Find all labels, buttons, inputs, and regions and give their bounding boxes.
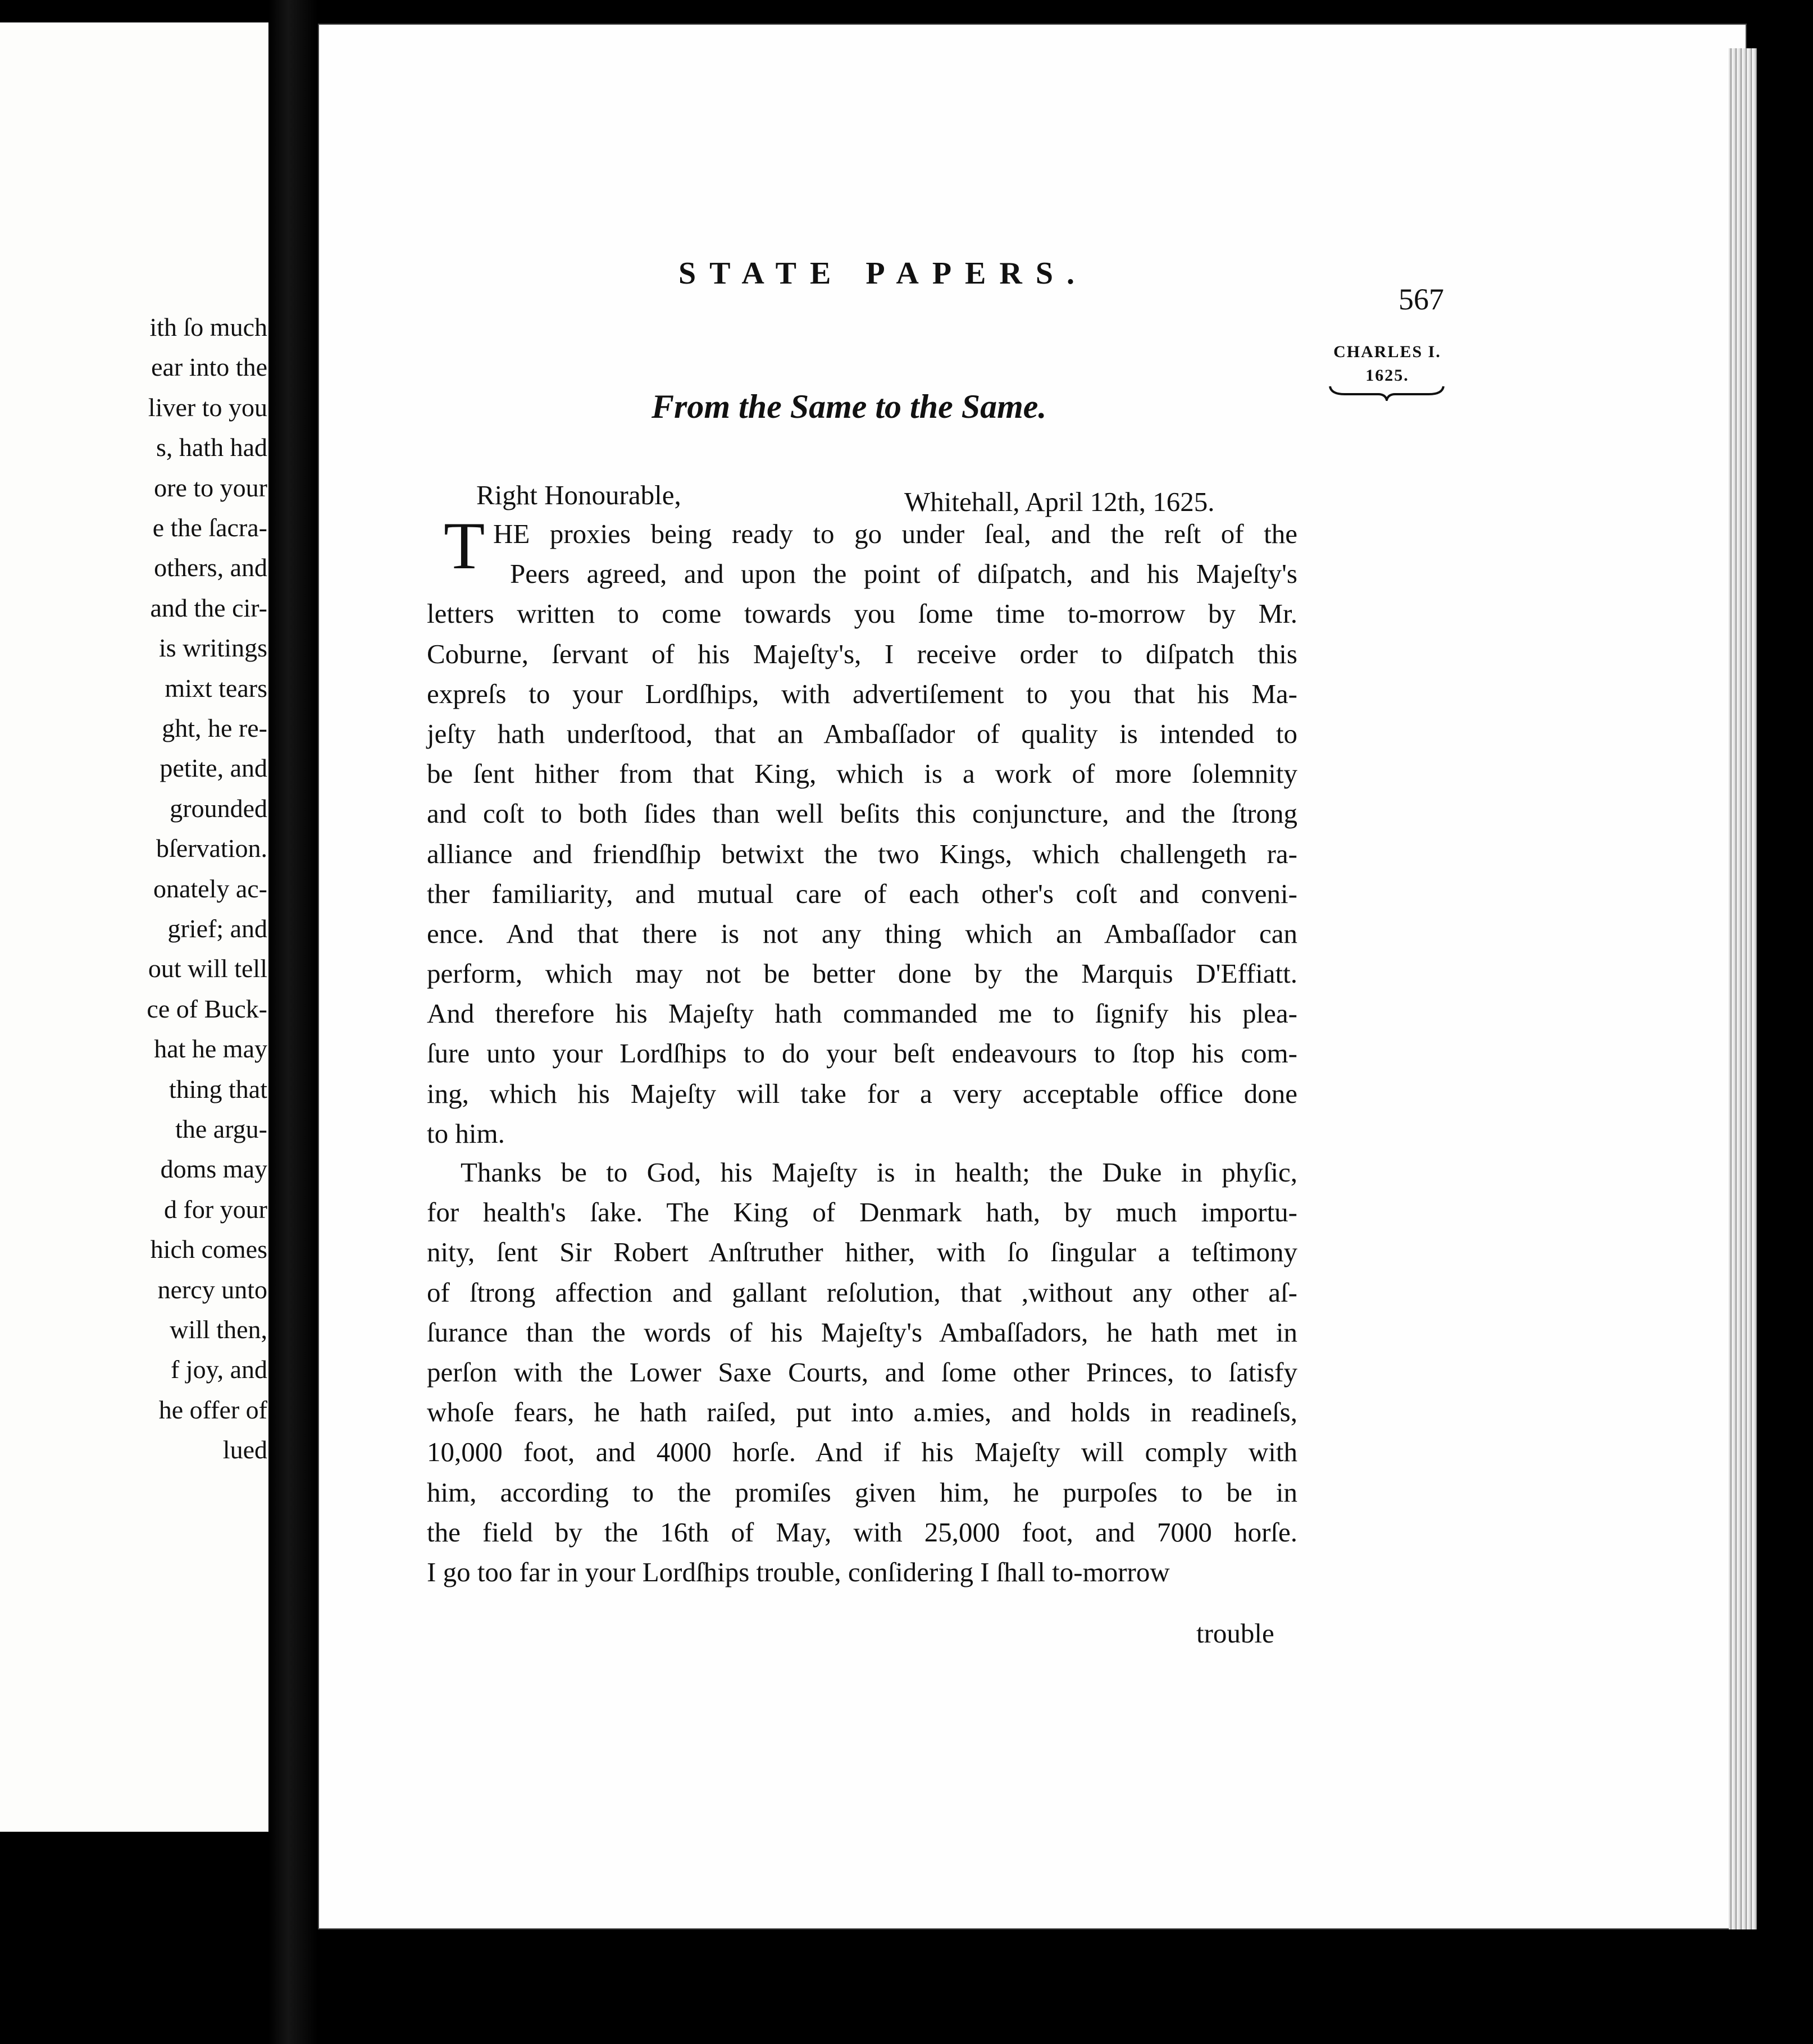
text-line: expreſs to your Lordſhips, with advertiſement to you that his Ma- [427,678,1297,709]
left-page-line: liver to you [148,393,267,422]
text-line: Coburne, ſervant of his Majeſty's, I receive order to diſpatch this [427,638,1297,669]
letter-title: From the Same to the Same. [652,388,1047,425]
left-page-line: is writings [159,633,267,663]
margin-note [1325,340,1449,387]
text-line: and coſt to both ſides than well beſits this conjuncture, and the ſtrong [427,798,1297,829]
left-facing-page [0,22,270,1832]
text-line: ſure unto your Lordſhips to do your beſt endeavours to ſtop his com- [427,1038,1297,1069]
brace-ornament [1328,384,1446,401]
text-line: nity, ſent Sir Robert Anſtruther hither, with ſo ſingular a teſtimony [427,1237,1297,1268]
text-line: letters written to come towards you ſome time to-morrow by Mr. [427,598,1297,629]
left-page-line: ear into the [151,353,267,382]
left-page-line: hat he may [154,1034,267,1064]
left-page-line: grounded [170,793,267,823]
text-line: perſon with the Lower Saxe Courts, and ſome other Princes, to ſatisfy [427,1356,1297,1388]
text-line: ing, which his Majeſty will take for a very acceptable office done [427,1078,1297,1109]
book-gutter [268,0,318,2044]
left-page-line: others, and [154,553,267,582]
page-number: 567 [1399,282,1444,316]
place-date: Whitehall, April 12th, 1625. [904,486,1215,517]
running-head: STATE PAPERS. [678,256,1088,291]
margin-note-reign: CHARLES I. [1333,343,1441,361]
left-page-line: e the ſacra- [152,513,267,542]
text-line: ſurance than the words of his Majeſty's Ambaſſadors, he hath met in [427,1316,1297,1348]
left-page-line: and the cir- [150,593,267,622]
left-page-line: doms may [160,1155,267,1184]
paragraph-1 [427,508,1297,1153]
text-line: alliance and friendſhip betwixt the two Kings, which challengeth ra- [427,838,1297,869]
left-page-line: mixt tears [165,673,267,702]
left-page-line: he offer of [158,1395,267,1424]
left-page-line: petite, and [160,754,267,783]
left-page-line: bſervation. [156,834,267,863]
text-line: for health's ſake. The King of Denmark hath, by much importu- [427,1197,1297,1228]
text-line: of ſtrong affection and gallant reſolution, that ,without any other aſ- [427,1276,1297,1308]
text-line: And therefore his Majeſty hath commanded me to ſignify his plea- [427,998,1297,1029]
left-page-line: ce of Buck- [147,994,267,1023]
drop-cap: T [444,508,485,583]
left-page-line: grief; and [167,914,267,943]
text-line: HE proxies being ready to go under ſeal, and the reſt of the [493,518,1297,549]
text-line: be ſent hither from that King, which is a work of more ſolemnity [427,758,1297,790]
margin-note-year: 1625. [1365,366,1409,385]
text-line: the field by the 16th of May, with 25,000 foot, and 7000 horſe. [427,1516,1297,1548]
text-line: ther familiarity, and mutual care of each other's coſt and conveni- [427,878,1297,909]
text-line: perform, which may not be better done by the Marquis D'Effiatt. [427,958,1297,989]
text-line: I go too far in your Lordſhips trouble, conſidering I ſhall to-morrow [427,1556,1170,1587]
left-page-line: s, hath had [156,433,267,462]
left-page-line: onately ac- [153,874,267,903]
left-page-line: nercy unto [157,1275,267,1304]
left-page-line: lued [222,1435,267,1464]
text-line: 10,000 foot, and 4000 horſe. And if his Majeſty will comply with [427,1436,1297,1468]
left-page-line: ith ſo much [149,313,267,341]
text-line: him, according to the promiſes given him, he purpoſes to be in [427,1476,1297,1508]
paragraph-2 [427,1152,1297,1592]
text-line: whoſe fears, he hath raiſed, put into a.mies, and holds in readineſs, [427,1397,1297,1428]
catchword: trouble [1196,1618,1274,1649]
salutation: Right Honourable, [476,480,681,510]
text-line: ence. And that there is not any thing which an Ambaſſador can [427,918,1297,949]
left-page-line: the argu- [175,1115,267,1143]
left-page-line: will then, [170,1315,267,1344]
text-line: Peers agreed, and upon the point of diſpatch, and his Majeſty's [510,558,1297,590]
page-edge [1729,48,1757,1929]
left-page-line: ore to your [154,473,267,502]
left-page-line: hich comes [150,1235,267,1264]
text-line: to him. [427,1117,505,1149]
left-page-line: out will tell [148,954,267,983]
left-page-text [0,22,268,1832]
left-page-line: ght, he re- [162,714,267,742]
text-line: jeſty hath underſtood, that an Ambaſſador of quality is intended to [427,718,1297,749]
left-page-line: f joy, and [170,1355,267,1384]
left-page-line: thing that [168,1074,267,1103]
left-page-line: d for your [164,1194,267,1224]
text-line: Thanks be to God, his Majeſty is in health; the Duke in phyſic, [461,1157,1297,1188]
